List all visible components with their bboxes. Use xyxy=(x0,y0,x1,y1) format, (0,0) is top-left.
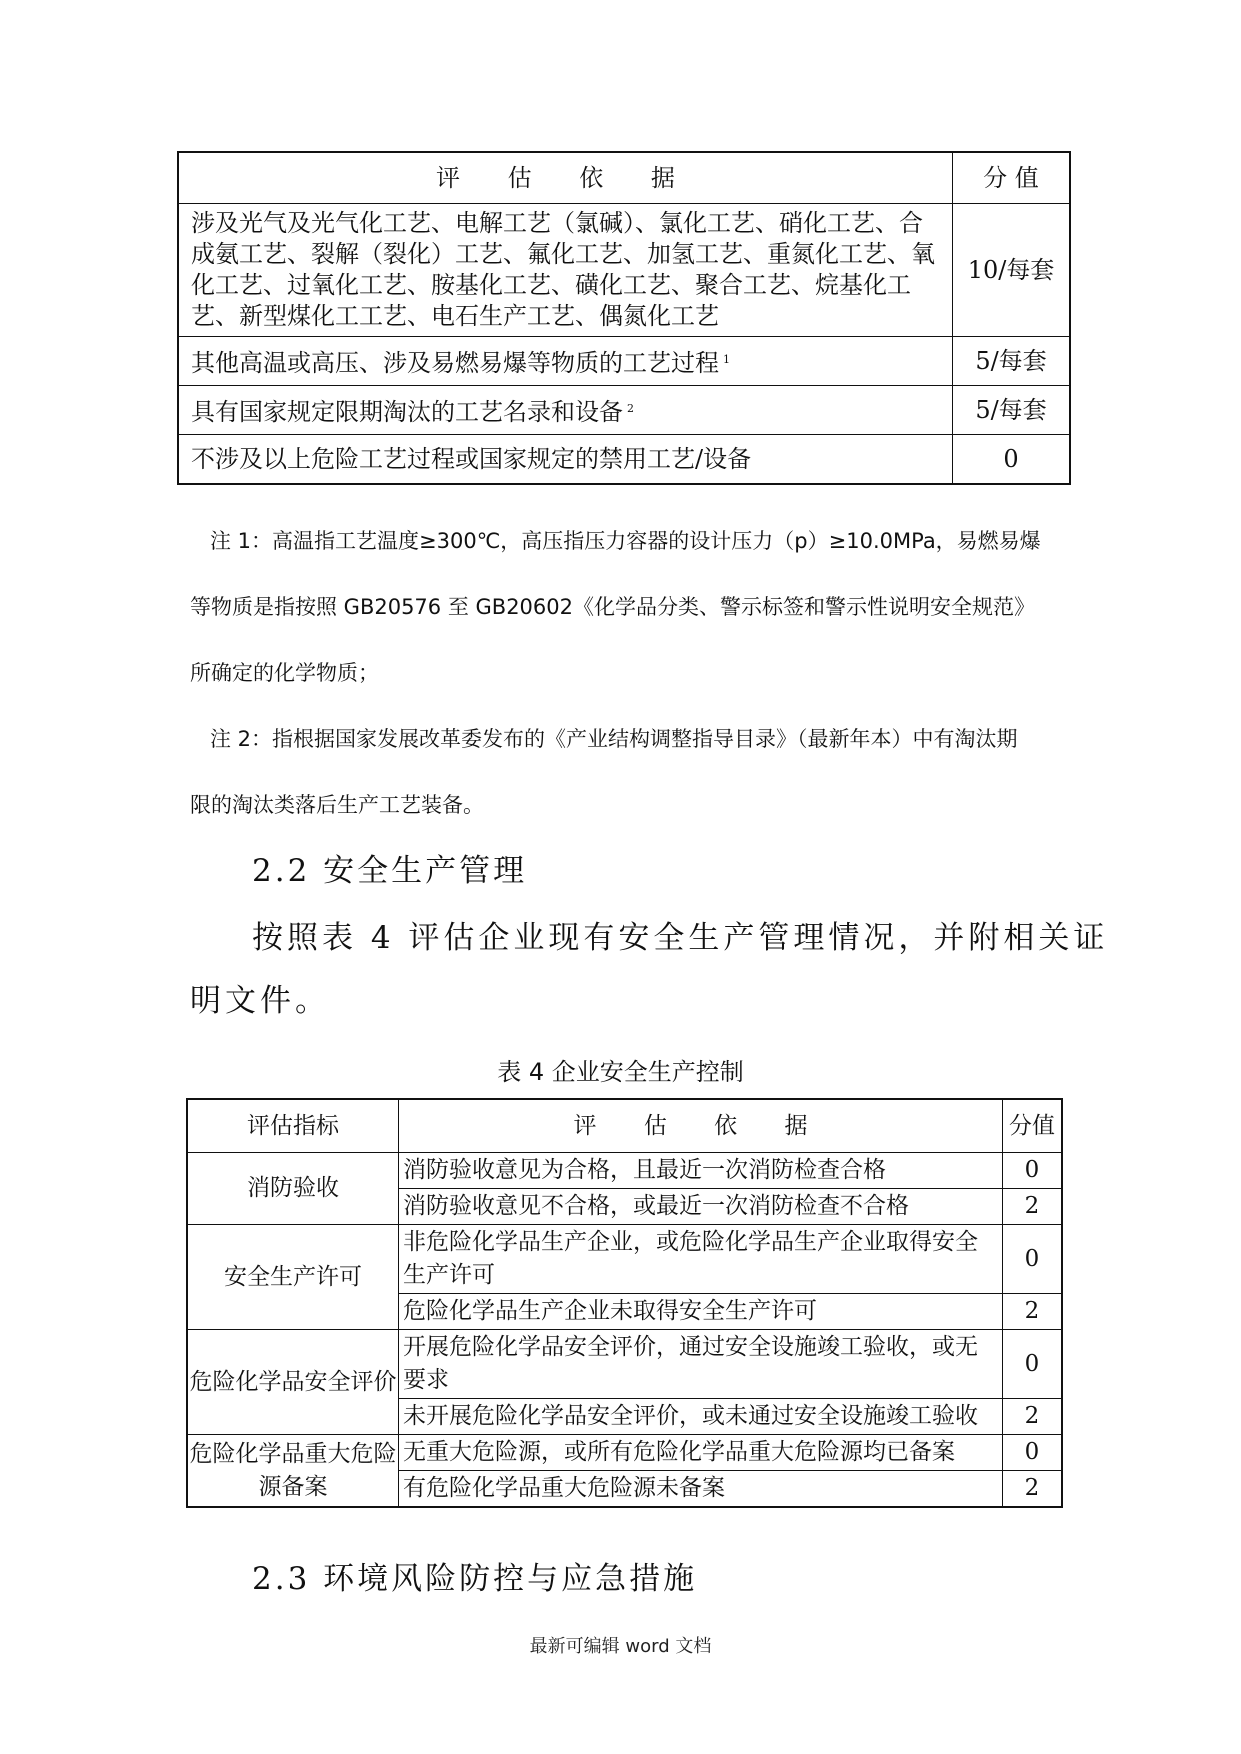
row-basis-text: 其他高温或高压、涉及易燃易爆等物质的工艺过程 xyxy=(191,348,719,377)
indicator-cell: 危险化学品重大危险源备案 xyxy=(187,1435,399,1508)
row-basis-cell xyxy=(178,337,953,386)
page-footer: 最新可编辑 word 文档 xyxy=(529,1636,712,1657)
row-score: 10/每套 xyxy=(953,204,1071,337)
row-basis-text: 非危险化学品生产企业，或危险化学品生产企业取得安全生产许可 xyxy=(399,1225,1003,1294)
table-header-row xyxy=(178,152,1070,204)
table-row xyxy=(178,435,1070,485)
header-score: 分 值 xyxy=(953,152,1071,204)
header-indicator: 评估指标 xyxy=(187,1099,399,1153)
table-row xyxy=(178,386,1070,435)
row-score: 2 xyxy=(1003,1189,1063,1225)
note-1-line-2: 等物质是指按照 GB20576 至 GB20602《化学品分类、警示标签和警示性说明安全规范》 xyxy=(190,595,1035,619)
row-basis-text: 有危险化学品重大危险源未备案 xyxy=(399,1471,1003,1508)
row-score: 2 xyxy=(1003,1471,1063,1508)
row-basis-text: 不涉及以上危险工艺过程或国家规定的禁用工艺/设备 xyxy=(178,435,953,485)
note-1-line-1: 注 1：高温指工艺温度≥300℃，高压指压力容器的设计压力（p）≥10.0MPa，易燃易爆 xyxy=(210,529,1041,553)
hazard-process-table xyxy=(177,151,1071,485)
footnote-mark: 2 xyxy=(627,401,634,415)
row-score: 2 xyxy=(1003,1294,1063,1330)
indicator-cell: 危险化学品安全评价 xyxy=(187,1330,399,1435)
paragraph-line: 按照表 4 评估企业现有安全生产管理情况，并附相关证 xyxy=(252,920,1109,956)
header-basis: 评 估 依 据 xyxy=(178,152,953,204)
section-heading: 2.3 环境风险防控与应急措施 xyxy=(252,1561,698,1597)
row-basis-text: 具有国家规定限期淘汰的工艺名录和设备 xyxy=(191,397,623,426)
row-basis-cell xyxy=(178,386,953,435)
table-row xyxy=(187,1153,1062,1189)
row-basis-text: 消防验收意见不合格，或最近一次消防检查不合格 xyxy=(399,1189,1003,1225)
table-row xyxy=(187,1435,1062,1471)
row-score: 5/每套 xyxy=(953,337,1071,386)
row-basis-text: 开展危险化学品安全评价，通过安全设施竣工验收，或无要求 xyxy=(399,1330,1003,1399)
header-basis: 评 估 依 据 xyxy=(399,1099,1003,1153)
header-score: 分值 xyxy=(1003,1099,1063,1153)
row-score: 5/每套 xyxy=(953,386,1071,435)
note-2-line-1: 注 2：指根据国家发展改革委发布的《产业结构调整指导目录》（最新年本）中有淘汰期 xyxy=(210,727,1018,751)
table-row xyxy=(178,204,1070,337)
section-heading: 2.2 安全生产管理 xyxy=(252,853,528,889)
row-score: 0 xyxy=(1003,1225,1063,1294)
paragraph-line: 明文件。 xyxy=(190,983,330,1019)
row-basis-text: 危险化学品生产企业未取得安全生产许可 xyxy=(399,1294,1003,1330)
row-score: 0 xyxy=(953,435,1071,485)
footnote-mark: 1 xyxy=(723,352,730,366)
table-row xyxy=(178,337,1070,386)
table-header-row xyxy=(187,1099,1062,1153)
row-basis-text: 无重大危险源，或所有危险化学品重大危险源均已备案 xyxy=(399,1435,1003,1471)
note-2-line-2: 限的淘汰类落后生产工艺装备。 xyxy=(190,793,484,817)
table-row xyxy=(187,1330,1062,1399)
note-1-line-3: 所确定的化学物质； xyxy=(190,661,379,685)
indicator-cell: 消防验收 xyxy=(187,1153,399,1225)
row-score: 0 xyxy=(1003,1435,1063,1471)
table-caption: 表 4 企业安全生产控制 xyxy=(497,1058,744,1086)
safety-control-table xyxy=(186,1098,1063,1508)
row-basis-text: 未开展危险化学品安全评价，或未通过安全设施竣工验收 xyxy=(399,1399,1003,1435)
row-score: 2 xyxy=(1003,1399,1063,1435)
row-basis-text: 涉及光气及光气化工艺、电解工艺（氯碱）、氯化工艺、硝化工艺、合成氨工艺、裂解（裂化）工艺、氟化工艺、加氢工艺、重氮化工艺、氧化工艺、过氧化工艺、胺基化工艺、磺化工艺、聚合工艺、烷基化工艺、新型煤化工工艺、电石生产工艺、偶氮化工艺 xyxy=(178,204,953,337)
row-basis-text: 消防验收意见为合格，且最近一次消防检查合格 xyxy=(399,1153,1003,1189)
table-row xyxy=(187,1225,1062,1294)
row-score: 0 xyxy=(1003,1153,1063,1189)
indicator-cell: 安全生产许可 xyxy=(187,1225,399,1330)
row-score: 0 xyxy=(1003,1330,1063,1399)
